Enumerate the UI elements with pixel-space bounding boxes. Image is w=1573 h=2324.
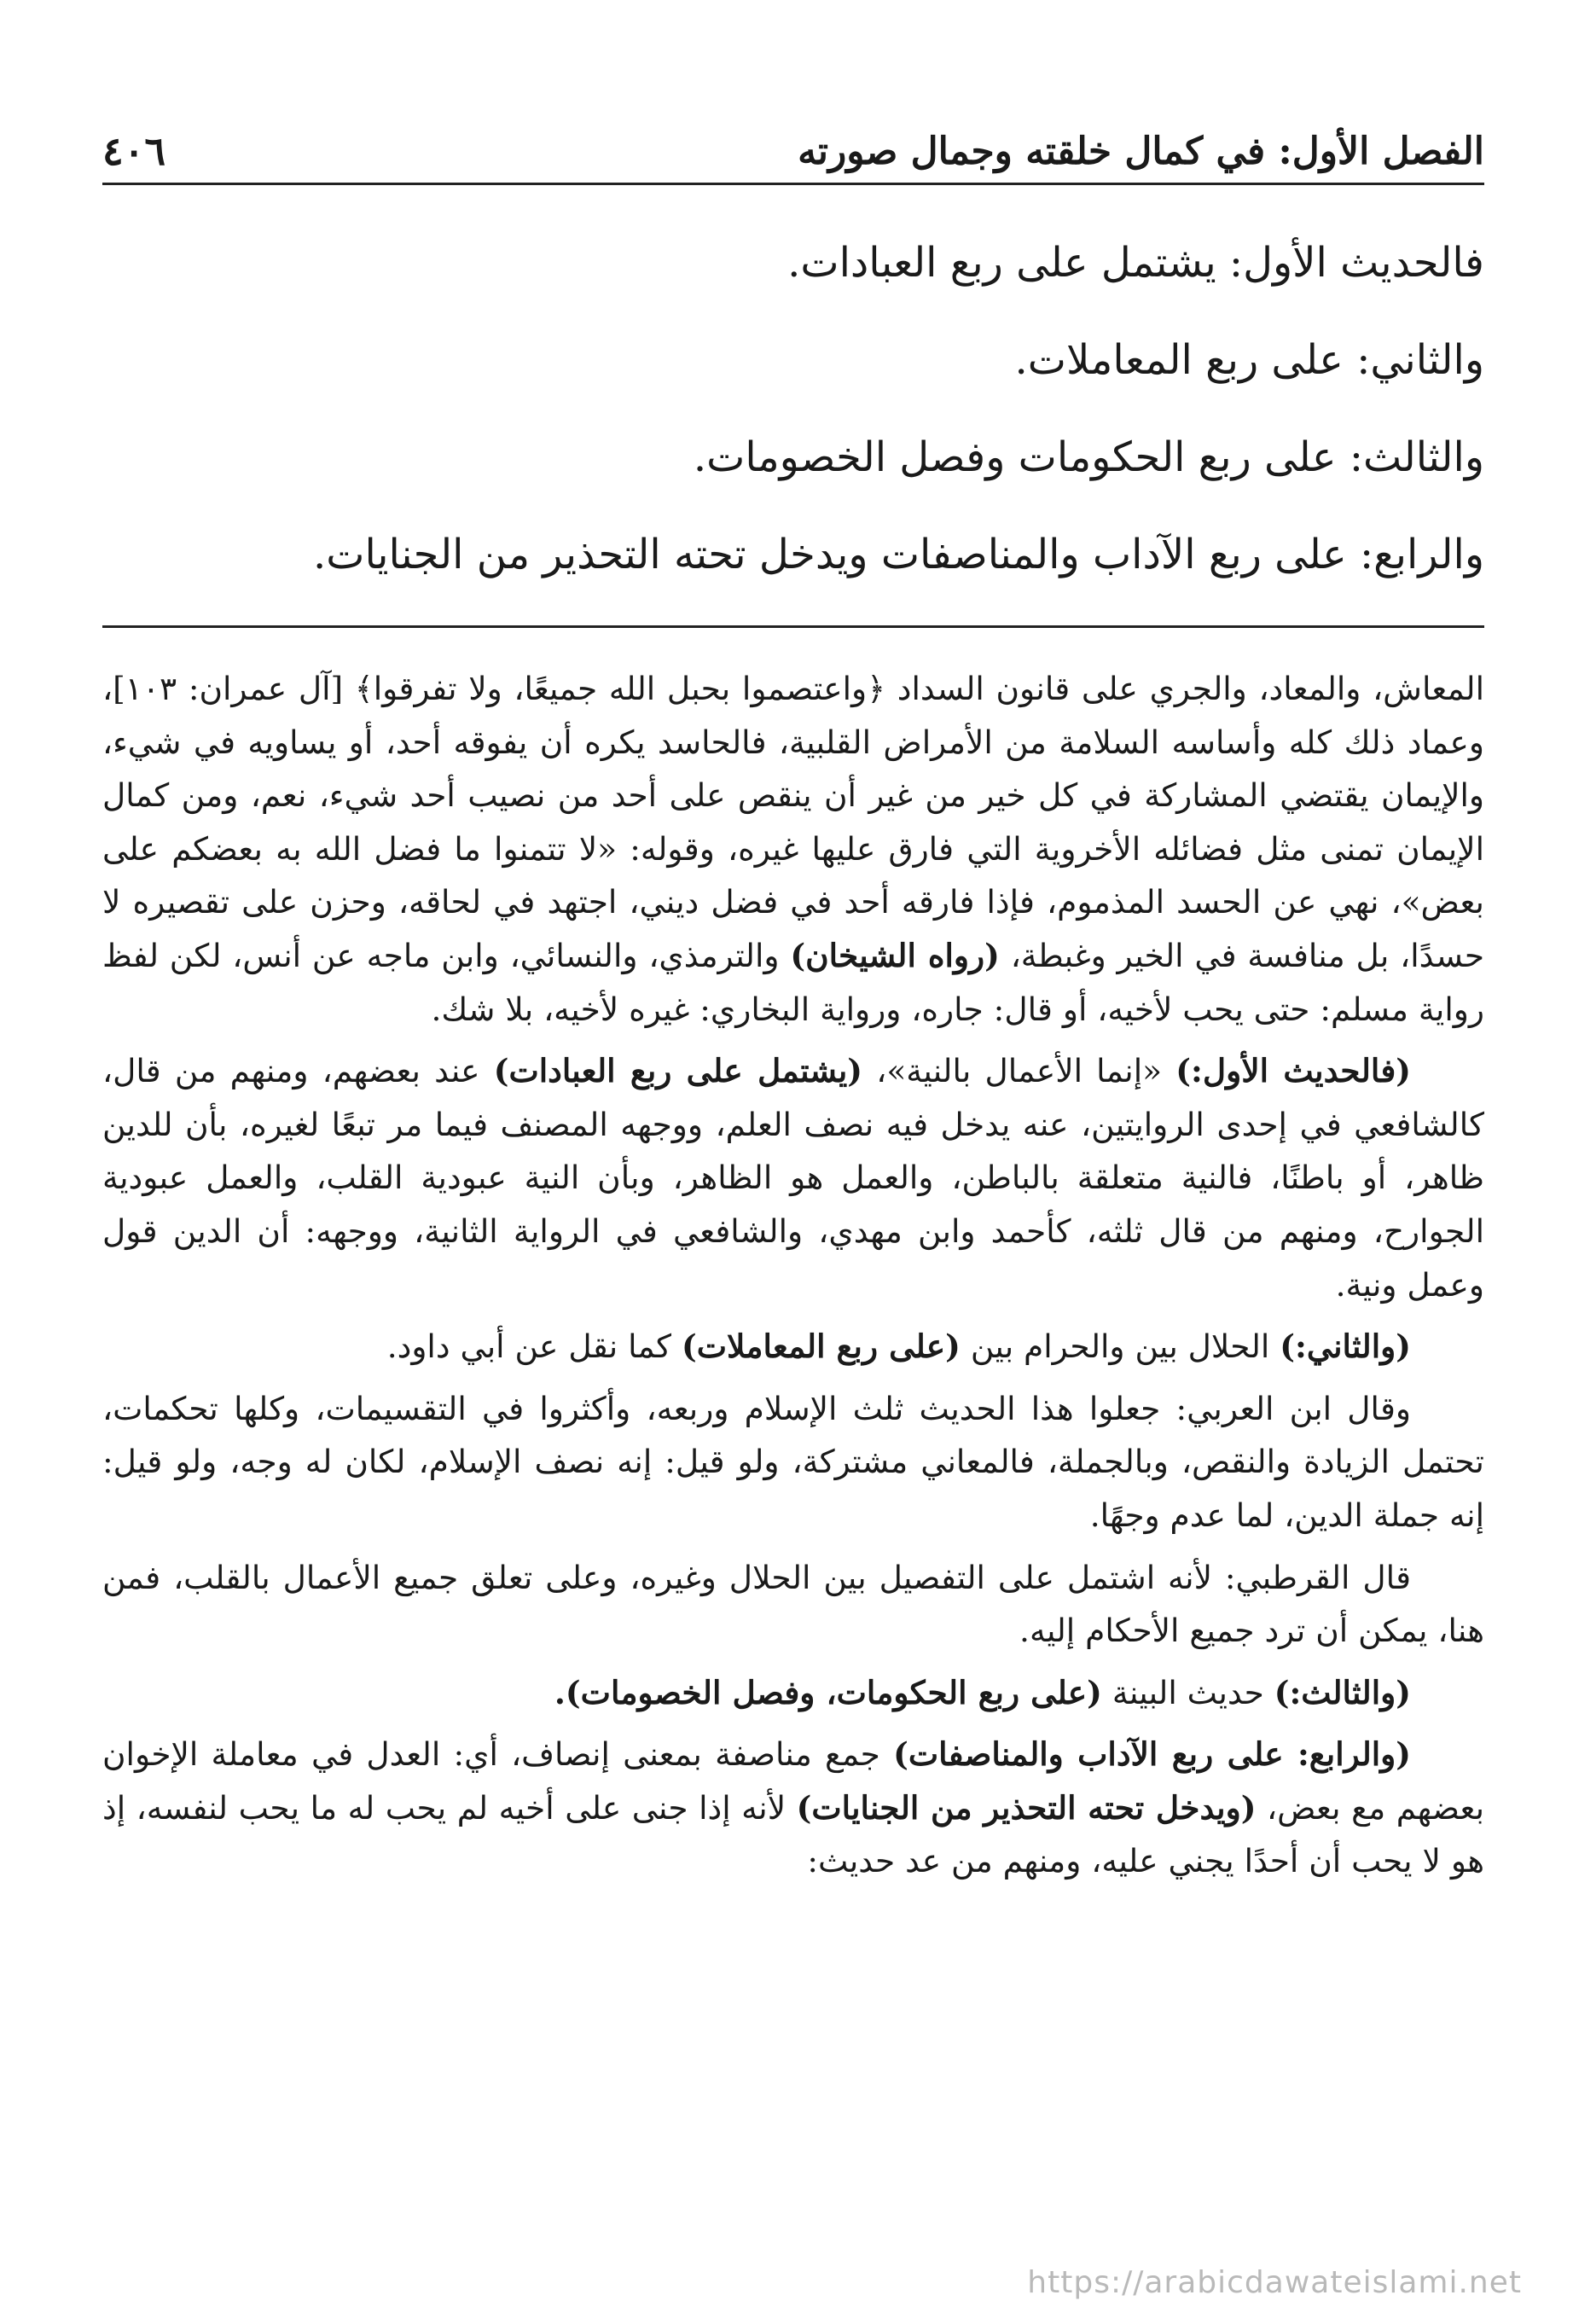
commentary-text: وقال ابن العربي: جعلوا هذا الحديث ثلث الإسلام وربعه، وأكثروا في التقسيمات، وكلها تحكمات، تحتمل الزيادة والنقص، وبالجملة، فالمعاني مشتركة، ولو قيل: إنه نصف الإسلام، لكان له وجه، ولو قيل: إنه جملة الدين، لما عدم وجهًا. (102, 1389, 1484, 1534)
matn-line-1: فالحديث الأول: يشتمل على ربع العبادات. (787, 239, 1484, 287)
book-page (102, 102, 1484, 2286)
commentary-bold-phrase: (فالحديث الأول:) (1175, 1052, 1411, 1090)
commentary-bold-phrase: (على ربع المعاملات) (681, 1328, 961, 1366)
matn-section (102, 214, 1484, 603)
commentary-text: «إنما الأعمال بالنية»، (876, 1052, 1163, 1090)
matn-line-3: والثالث: على ربع الحكومات وفصل الخصومات. (693, 433, 1484, 481)
commentary-bold-phrase: (على ربع الحكومات، وفصل الخصومات). (554, 1673, 1102, 1711)
commentary-bold-phrase: (والثاني:) (1280, 1328, 1411, 1366)
commentary-text: جمع مناصفة بمعنى إنصاف، أي: العدل في معاملة الإخوان بعضهم مع بعض، (102, 1735, 1485, 1827)
commentary-paragraph-5 (102, 1551, 1484, 1658)
commentary-text: كما نقل عن أبي داود. (386, 1328, 672, 1366)
commentary-bold-phrase: (والرابع: على ربع الآداب والمناصفات) (893, 1735, 1412, 1774)
commentary-paragraph-7 (102, 1728, 1484, 1888)
commentary-paragraph-6 (102, 1666, 1484, 1720)
commentary-bold-phrase: (ويدخل تحته التحذير من الجنايات) (796, 1788, 1257, 1827)
running-header (102, 102, 1484, 185)
source-watermark: https://arabicdawateislami.net (1027, 2265, 1522, 2300)
commentary-paragraph-1 (102, 662, 1484, 1036)
commentary-text: الحلال بين والحرام بين (970, 1328, 1270, 1366)
commentary-paragraph-3 (102, 1320, 1484, 1374)
commentary-section (102, 662, 1484, 1888)
section-divider (102, 625, 1484, 628)
commentary-text: قال القرطبي: لأنه اشتمل على التفصيل بين الحلال وغيره، وعلى تعلق جميع الأعمال بالقلب، فمن هنا، يمكن أن ترد جميع الأحكام إليه. (102, 1558, 1484, 1650)
commentary-bold-phrase: (رواه الشيخان) (790, 936, 1000, 974)
commentary-bold-phrase: (والثالث:) (1274, 1673, 1411, 1711)
commentary-text: لأنه إذا جنى على أخيه لم يحب له ما يحب لنفسه، إذ هو لا يحب أن أحدًا يجني عليه، ومنهم من عد حديث: (102, 1788, 1484, 1880)
commentary-text: والترمذي، والنسائي، وابن ماجه عن أنس، لكن لفظ رواية مسلم: حتى يحب لأخيه، أو قال: جاره، ورواية البخاري: غيره لأخيه، بلا شك. (102, 936, 1484, 1028)
matn-line-4: والرابع: على ربع الآداب والمناصفات ويدخل تحته التحذير من الجنايات. (313, 531, 1484, 578)
commentary-paragraph-2 (102, 1044, 1484, 1311)
matn-line-2: والثاني: على ربع المعاملات. (1014, 336, 1484, 384)
chapter-title: الفصل الأول: في كمال خلقته وجمال صورته (798, 130, 1484, 173)
page-number: ٤٠٦ (102, 128, 166, 174)
commentary-text: عند بعضهم، ومنهم من قال، كالشافعي في إحدى الروايتين، عنه يدخل فيه نصف العلم، ووجهه المصنف فيما مر تبعًا لغيره، بأن للدين ظاهر، أو باطنًا، فالنية متعلقة بالباطن، والعمل هو الظاهر، وبأن النية عبودية القلب، والعمل عبودية الجوارح، ومنهم من قال ثلثه، كأحمد وابن مهدي، والشافعي في الرواية الثانية، ووجهه: أن الدين قول وعمل ونية. (102, 1052, 1484, 1304)
commentary-paragraph-4 (102, 1382, 1484, 1543)
commentary-bold-phrase: (يشتمل على ربع العبادات) (493, 1052, 863, 1090)
commentary-text: حديث البينة (1112, 1673, 1264, 1711)
commentary-text: المعاش، والمعاد، والجري على قانون السداد ﴿واعتصموا بحبل الله جميعًا، ولا تفرقوا﴾ [آل عمران: ١٠٣]، وعماد ذلك كله وأساسه السلامة من الأمراض القلبية، فالحاسد يكره أن يفوقه أحد، أو يساويه في شيء، والإيمان يقتضي المشاركة في كل خير من غير أن ينقص على أحد من نصيب أحد شيء، نعم، ومن كمال الإيمان تمنى مثل فضائله الأخروية التي فارق عليها غيره، وقوله: «لا تتمنوا ما فضل الله به بعضكم على بعض»، نهي عن الحسد المذموم، فإذا فارقه أحد في فضل ديني، اجتهد في لحاقه، وحزن على تقصيره لا حسدًا، بل منافسة في الخير وغبطة، (102, 670, 1485, 974)
